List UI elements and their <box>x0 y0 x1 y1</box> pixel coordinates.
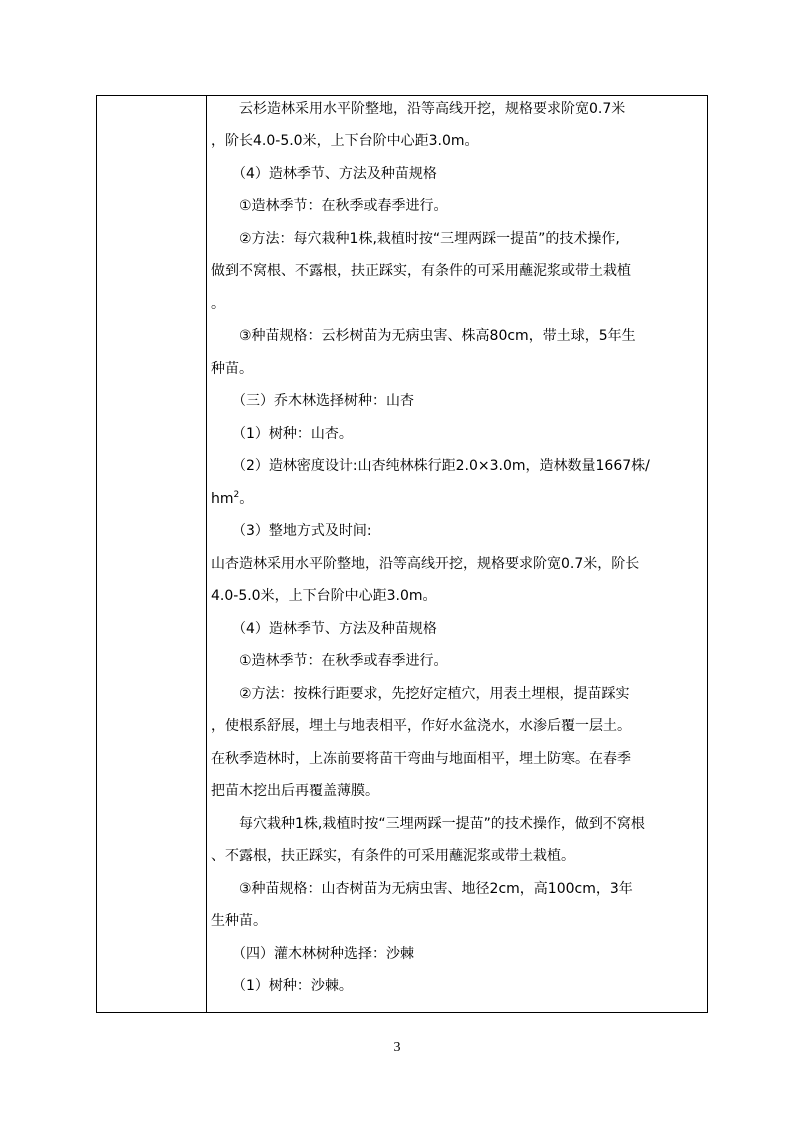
text-line: ，阶长4.0-5.0米，上下台阶中心距3.0m。 <box>211 133 479 149</box>
text-line: 、不露根，扶正踩实，有条件的可采用蘸泥浆或带土栽植。 <box>211 848 575 864</box>
text-line: 在秋季造林时，上冻前要将苗干弯曲与地面相平，埋土防寒。在春季 <box>211 751 631 767</box>
unit-superscript: 2 <box>233 490 240 500</box>
text-line: ①造林季节：在秋季或春季进行。 <box>211 653 448 669</box>
unit-tail: 。 <box>239 491 254 507</box>
text-line: 山杏造林采用水平阶整地，沿等高线开挖，规格要求阶宽0.7米，阶长 <box>211 556 640 572</box>
text-line: 4.0-5.0米，上下台阶中心距3.0m。 <box>211 588 437 604</box>
text-line: 把苗木挖出后再覆盖薄膜。 <box>211 783 379 799</box>
text-line: 。 <box>211 296 225 312</box>
text-line: （四）灌木林树种选择：沙棘 <box>211 946 414 962</box>
text-line: 云杉造林采用水平阶整地，沿等高线开挖，规格要求阶宽0.7米 <box>211 101 626 117</box>
text-line: ②方法：按株行距要求，先挖好定植穴，用表土埋根，提苗踩实 <box>211 686 630 702</box>
text-line: ②方法：每穴栽种1株,栽植时按“三埋两踩一提苗”的技术操作, <box>211 231 620 247</box>
text-line: （三）乔木林选择树种：山杏 <box>211 393 414 409</box>
text-line-unit <box>211 490 253 508</box>
text-line: 生种苗。 <box>211 913 267 929</box>
text-line: 每穴栽种1株,栽植时按“三埋两踩一提苗”的技术操作，做到不窝根 <box>211 816 645 832</box>
column-divider <box>206 96 207 1012</box>
text-line: （4）造林季节、方法及种苗规格 <box>211 166 437 182</box>
text-line: ①造林季节：在秋季或春季进行。 <box>211 198 448 214</box>
text-line: ，使根系舒展，埋土与地表相平，作好水盆浇水，水渗后覆一层土。 <box>211 718 631 734</box>
unit-text: hm <box>211 491 234 507</box>
text-line: （1）树种：山杏。 <box>211 426 353 442</box>
text-line: （1）树种：沙棘。 <box>211 978 353 994</box>
text-line: ③种苗规格：云杉树苗为无病虫害、株高80cm，带土球，5年生 <box>211 328 636 344</box>
text-line: （3）整地方式及时间: <box>211 523 372 539</box>
content-table <box>96 95 708 1013</box>
text-line: （4）造林季节、方法及种苗规格 <box>211 621 437 637</box>
text-line: 种苗。 <box>211 361 253 377</box>
page-number: 3 <box>393 1040 401 1055</box>
text-line: （2）造林密度设计:山杏纯林株行距2.0×3.0m，造林数量1667株/ <box>211 458 650 474</box>
text-line: ③种苗规格：山杏树苗为无病虫害、地径2cm，高100cm，3年 <box>211 881 633 897</box>
text-line: 做到不窝根、不露根，扶正踩实，有条件的可采用蘸泥浆或带土栽植 <box>211 263 631 279</box>
